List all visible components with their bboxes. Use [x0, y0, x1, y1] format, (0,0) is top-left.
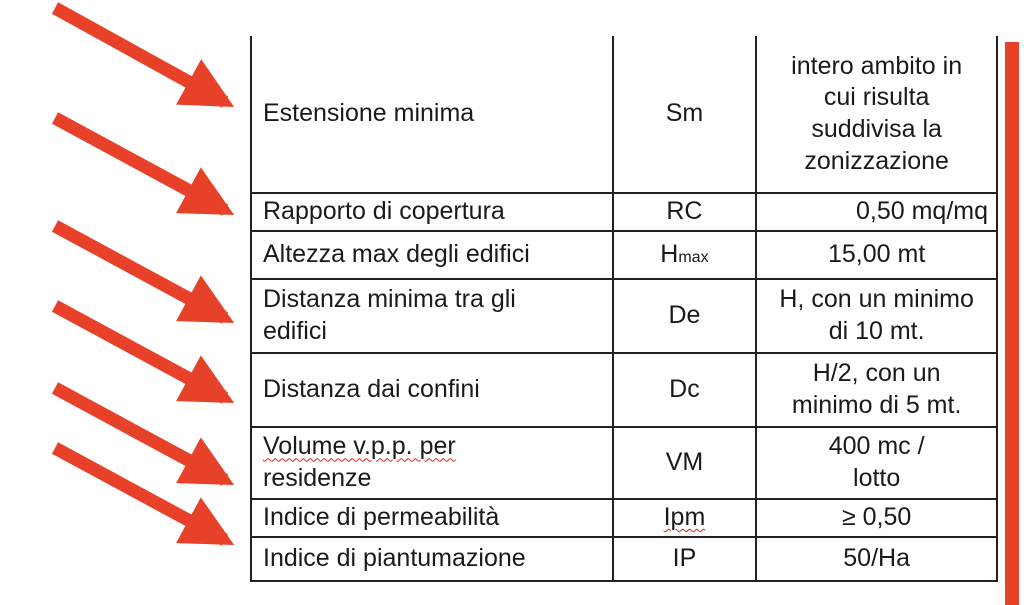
table-row — [251, 537, 997, 581]
row-label — [251, 279, 613, 353]
row-symbol: De — [613, 279, 757, 353]
row-label: Indice di piantumazione — [251, 537, 613, 581]
row-value: 15,00 mt — [756, 231, 997, 279]
row-label: Rapporto di copertura — [251, 193, 613, 231]
row-symbol: RC — [613, 193, 757, 231]
row-value — [756, 353, 997, 427]
parameters-table — [250, 36, 998, 582]
row-label — [251, 427, 613, 499]
row-symbol — [613, 231, 757, 279]
symbol-main: H — [660, 240, 679, 269]
row-value: 0,50 mq/mq — [756, 193, 997, 231]
red-vertical-bar — [1005, 42, 1019, 605]
value-line: di 10 mt. — [828, 317, 925, 345]
value-line: lotto — [853, 464, 901, 492]
value-line: H, con un minimo — [779, 285, 974, 314]
value-line: zonizzazione — [804, 146, 949, 175]
value-line: 400 mc / — [828, 432, 925, 461]
value-line: cui risulta — [823, 83, 930, 112]
table-row — [251, 279, 997, 353]
value-line: suddivisa la — [811, 115, 942, 143]
row-label: Estensione minima — [251, 36, 613, 193]
table-row — [251, 499, 997, 537]
row-symbol: Sm — [613, 36, 757, 193]
row-value: 50/Ha — [756, 537, 997, 581]
row-value — [756, 427, 997, 499]
row-label: Altezza max degli edifici — [251, 231, 613, 279]
row-symbol: IP — [613, 537, 757, 581]
label-line: Volume v.p.p. per — [263, 432, 456, 461]
row-value: ≥ 0,50 — [756, 499, 997, 537]
value-line: H/2, con un — [812, 359, 941, 388]
arrow-1 — [55, 8, 225, 102]
row-label: Indice di permeabilità — [251, 499, 613, 537]
table-row — [251, 193, 997, 231]
row-symbol: Dc — [613, 353, 757, 427]
table-row — [251, 427, 997, 499]
row-value — [756, 279, 997, 353]
row-label: Distanza dai confini — [251, 353, 613, 427]
row-symbol: VM — [613, 427, 757, 499]
row-value — [756, 36, 997, 193]
label-line: edifici — [263, 317, 327, 345]
arrow-2 — [55, 118, 225, 210]
symbol-subscript: max — [678, 249, 709, 267]
label-line: Distanza minima tra gli — [263, 285, 516, 314]
row-symbol — [613, 499, 757, 537]
label-line: residenze — [263, 464, 372, 492]
table-row — [251, 36, 997, 193]
table-row — [251, 231, 997, 279]
value-line: intero ambito in — [791, 51, 963, 80]
table-row — [251, 353, 997, 427]
arrow-4 — [55, 306, 225, 398]
value-line: minimo di 5 mt. — [791, 391, 962, 419]
arrow-3 — [55, 226, 225, 318]
symbol-text: Ipm — [663, 503, 706, 532]
